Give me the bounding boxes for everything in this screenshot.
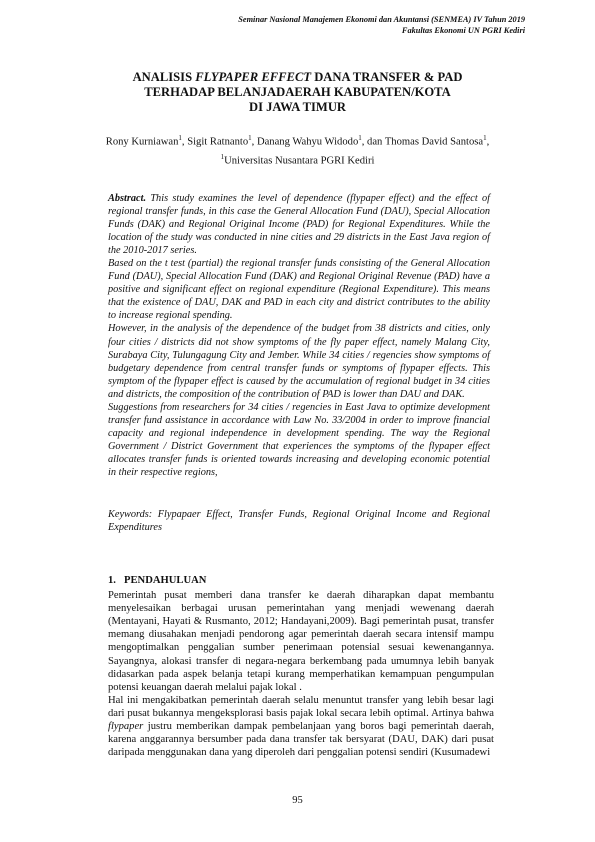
title-line-3: DI JAWA TIMUR bbox=[248, 100, 347, 114]
abstract bbox=[108, 192, 490, 479]
page-number: 95 bbox=[292, 795, 303, 806]
title-line-1: ANALISIS FLYPAPER EFFECT DANA TRANSFER & PAD bbox=[132, 70, 463, 84]
author-names: Rony Kurniawan$^1$, Sigit Ratnanto$^1$, Danang Wahyu Widodo$^1$, dan Thomas David Santosa$^1$, bbox=[105, 134, 490, 148]
author-block bbox=[60, 131, 535, 168]
header-conference: Seminar Nasional Manajemen Ekonomi dan Akuntansi (SENMEA) IV Tahun 2019 bbox=[238, 15, 525, 24]
abstract-paragraph: However, in the analysis of the dependence of the budget from 38 districts and cities, only four cities / districts did not show symptoms of the fly paper effect, namely Malang City, Surabaya City, Tulungagung City and Jember. While 34 cities / regencies show symptoms of budgetary dependence from central transfer funds or symptoms of flypaper effects. This symptom of the flypaper effect is caused by the accumulation of regional budget in 34 cities and districts, the composition of the contribution of PAD is lower than DAU and DAK. bbox=[108, 323, 490, 400]
section-heading bbox=[108, 574, 494, 587]
section-introduction bbox=[108, 574, 494, 759]
paper-title bbox=[60, 70, 535, 115]
abstract-paragraph: Based on the t test (partial) the regional transfer funds consisting of the General Allocation Fund (DAU), Special Allocation Fund (DAK) and Regional Original Revenue (PAD) have a positive and significant effect on regional expenditure (Regional Expenditure). This means that the existence of DAU, DAK and PAD in each city and district contributes to the ability to increase regional spending. bbox=[108, 258, 490, 322]
author-1: Rony Kurniawan bbox=[105, 136, 179, 148]
author-affiliation: $^1$Universitas Nusantara PGRI Kediri bbox=[220, 152, 375, 167]
section-number: 1. bbox=[108, 575, 116, 586]
title-line-2: TERHADAP BELANJADAERAH KABUPATEN/KOTA bbox=[144, 85, 451, 99]
running-header bbox=[238, 14, 525, 36]
abstract-paragraph: Abstract. This study examines the level of dependence (flypaper effect) and the effect of regional transfer funds, in this case the General Allocation Fund (DAU), Special Allocation Funds (DAK) and Regional Original Income (PAD) for Regional Expenditures. While the location of the study was conducted in nine cities and 29 districts in the East Java region of the 2010-2017 series. bbox=[108, 193, 490, 257]
title-italic-term: FLYPAPER EFFECT bbox=[195, 70, 312, 84]
section-title: PENDAHULUAN bbox=[124, 575, 207, 586]
author-3: Danang Wahyu Widodo bbox=[256, 136, 359, 148]
keywords: Keywords: Flypapaer Effect, Transfer Funds, Regional Original Income and Regional Expenditures bbox=[108, 509, 490, 534]
italic-term: flypaper bbox=[108, 721, 144, 733]
body-paragraph: Pemerintah pusat memberi dana transfer ke daerah diharapkan dapat membantu menyelesaikan berbagai urusan pemerintahan yang menjadi wewenang daerah (Mentayani, Hayati & Rusmanto, 2012; Handayani,2009). Bagi pemerintah pusat, transfer memang diusahakan menjadi pendorong agar pemerintah daerah secara intensif mampu mengoptimalkan penggalian sumber penerimaan potensial sesuai kewenangannya. Sayangnya, alokasi transfer di negara-negara berkembang pada umumnya lebih banyak didasarkan pada aspek belanja tetapi kurang memperhatikan kemampuan pengumpulan potensi keuangan daerah melalui pajak lokal . bbox=[108, 590, 494, 693]
author-2: Sigit Ratnanto bbox=[187, 136, 249, 148]
author-4: Thomas David Santosa bbox=[384, 136, 484, 148]
header-faculty: Fakultas Ekonomi UN PGRI Kediri bbox=[401, 26, 525, 35]
body-paragraph: Hal ini mengakibatkan pemerintah daerah selalu menuntut transfer yang lebih besar lagi dari pusat bukannya mengeksplorasi basis pajak lokal secara lebih optimal. Artinya bahwa flypaper justru memberikan dampak pembelanjaan yang boros bagi pemerintah daerah, karena anggarannya bersumber pada dana transfer tak bersyarat (DAU, DAK) dari pusat daripada menggunakan dana yang diperoleh dari penggalian potensi sendiri (Kusumadewi bbox=[108, 694, 494, 759]
abstract-paragraph: Suggestions from researchers for 34 cities / regencies in East Java to optimize development transfer fund assistance in accordance with Law No. 33/2004 in order to improve financial capacity and regional independence in development spending. The way the Regional Government / District Government that experiences the symptoms of the flypaper effect allocates transfer funds is oriented towards increasing and developing economic potential in their respective regions, bbox=[108, 401, 490, 478]
abstract-label: Abstract. bbox=[108, 193, 147, 204]
